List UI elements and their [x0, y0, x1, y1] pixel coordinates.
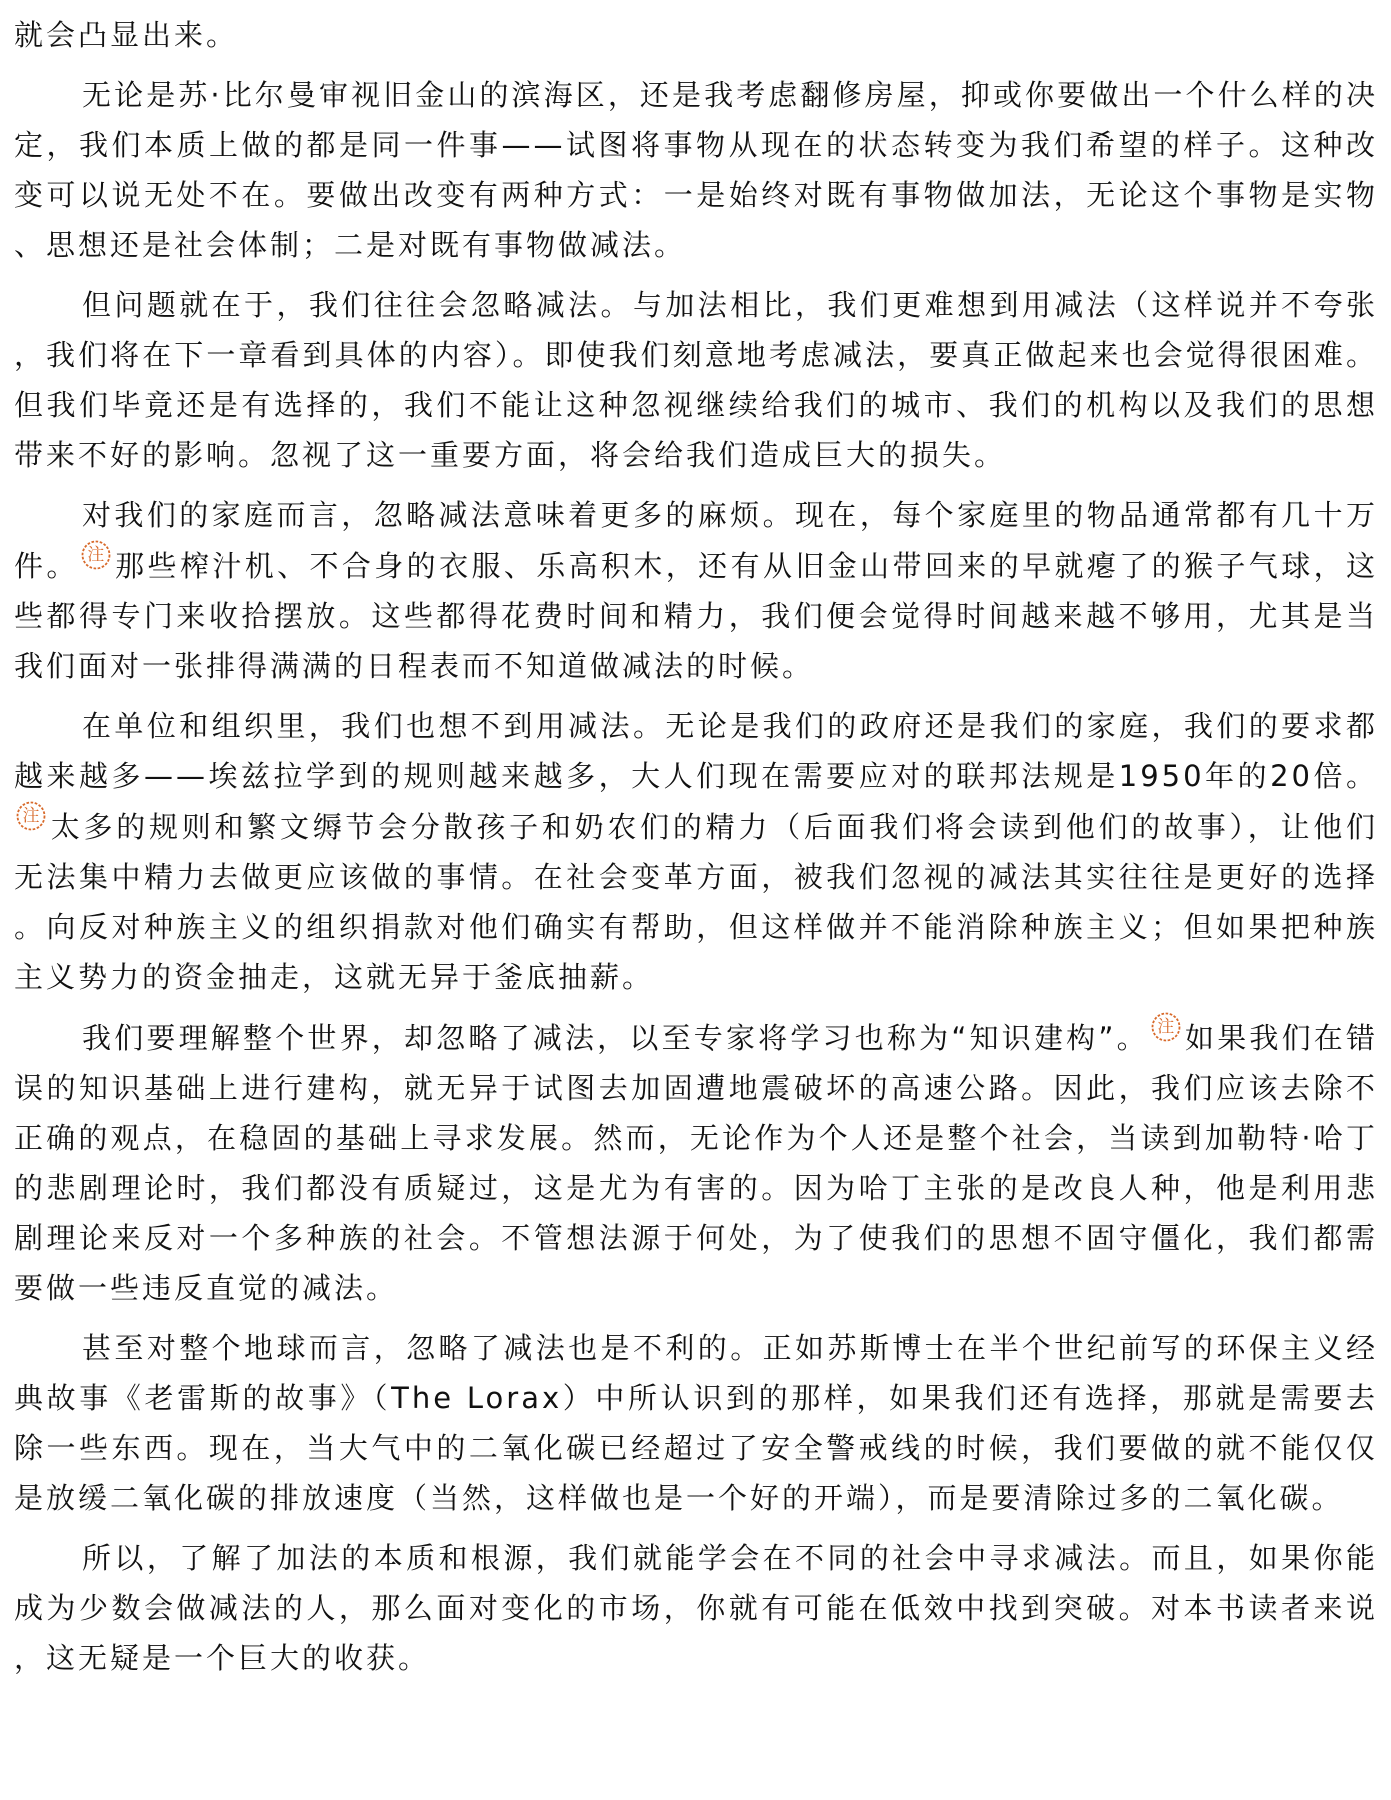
paragraph: [14, 1323, 1378, 1523]
paragraph-text: 在单位和组织里，我们也想不到用减法。无论是我们的政府还是我们的家庭，我们的要求都越来越多——埃兹拉学到的规则越来越多，大人们现在需要应对的联邦法规是1950年的20倍。: [14, 709, 1378, 793]
paragraph: [14, 70, 1378, 270]
paragraph-text: 无论是苏·比尔曼审视旧金山的滨海区，还是我考虑翻修房屋，抑或你要做出一个什么样的决定，我们本质上做的都是同一件事——试图将事物从现在的状态转变为我们希望的样子。这种改变可以说无处不在。要做出改变有两种方式：一是始终对既有事物做加法，无论这个事物是实物、思想还是社会体制；二是对既有事物做减法。: [14, 78, 1378, 262]
paragraph-text: 如果我们在错误的知识基础上进行建构，就无异于试图去加固遭地震破坏的高速公路。因此，我们应该去除不正确的观点，在稳固的基础上寻求发展。然而，无论作为个人还是整个社会，当读到加勒特·哈丁的悲剧理论时，我们都没有质疑过，这是尤为有害的。因为哈丁主张的是改良人种，他是利用悲剧理论来反对一个多种族的社会。不管想法源于何处，为了使我们的思想不固守僵化，我们都需要做一些违反直觉的减法。: [14, 1021, 1378, 1305]
paragraph-text: 那些榨汁机、不合身的衣服、乐高积木，还有从旧金山带回来的早就瘪了的猴子气球，这些都得专门来收拾摆放。这些都得花费时间和精力，我们便会觉得时间越来越不够用，尤其是当我们面对一张排得满满的日程表而不知道做减法的时候。: [14, 549, 1378, 683]
footnote-marker-label: 注: [87, 545, 105, 565]
document-page: [14, 0, 1378, 1683]
paragraph-continuation: [14, 10, 1378, 60]
paragraph-text: 所以，了解了加法的本质和根源，我们就能学会在不同的社会中寻求减法。而且，如果你能成为少数会做减法的人，那么面对变化的市场，你就有可能在低效中找到突破。对本书读者来说，这无疑是一个巨大的收获。: [14, 1541, 1378, 1675]
paragraph-text: 对我们的家庭而言，忽略减法意味着更多的麻烦。现在，每个家庭里的物品通常都有几十万件。: [14, 498, 1378, 583]
paragraph-text: 我们要理解整个世界，却忽略了减法，以至专家将学习也称为“知识建构”。: [82, 1021, 1149, 1055]
paragraph: [14, 1533, 1378, 1683]
paragraph: [14, 1012, 1378, 1313]
paragraph-text: 就会凸显出来。: [14, 18, 239, 52]
paragraph: [14, 701, 1378, 1002]
footnote-marker[interactable]: [1151, 1012, 1181, 1042]
paragraph-text: 甚至对整个地球而言，忽略了减法也是不利的。正如苏斯博士在半个世纪前写的环保主义经典故事《老雷斯的故事》（The Lorax）中所认识到的那样，如果我们还有选择，那就是需要去除一些东西。现在，当大气中的二氧化碳已经超过了安全警戒线的时候，我们要做的就不能仅仅是放缓二氧化碳的排放速度（当然，这样做也是一个好的开端），而是要清除过多的二氧化碳。: [14, 1331, 1378, 1515]
footnote-marker-label: 注: [22, 806, 40, 826]
paragraph-text: 太多的规则和繁文缛节会分散孩子和奶农们的精力（后面我们将会读到他们的故事），让他们无法集中精力去做更应该做的事情。在社会变革方面，被我们忽视的减法其实往往是更好的选择。向反对种族主义的组织捐款对他们确实有帮助，但这样做并不能消除种族主义；但如果把种族主义势力的资金抽走，这就无异于釜底抽薪。: [14, 810, 1378, 994]
paragraph: [14, 280, 1378, 480]
footnote-marker-label: 注: [1157, 1017, 1175, 1037]
footnote-marker[interactable]: [16, 801, 46, 831]
footnote-marker[interactable]: [81, 540, 111, 570]
paragraph-text: 但问题就在于，我们往往会忽略减法。与加法相比，我们更难想到用减法（这样说并不夸张，我们将在下一章看到具体的内容）。即使我们刻意地考虑减法，要真正做起来也会觉得很困难。但我们毕竟还是有选择的，我们不能让这种忽视继续给我们的城市、我们的机构以及我们的思想带来不好的影响。忽视了这一重要方面，将会给我们造成巨大的损失。: [14, 288, 1378, 472]
paragraph: [14, 490, 1378, 691]
